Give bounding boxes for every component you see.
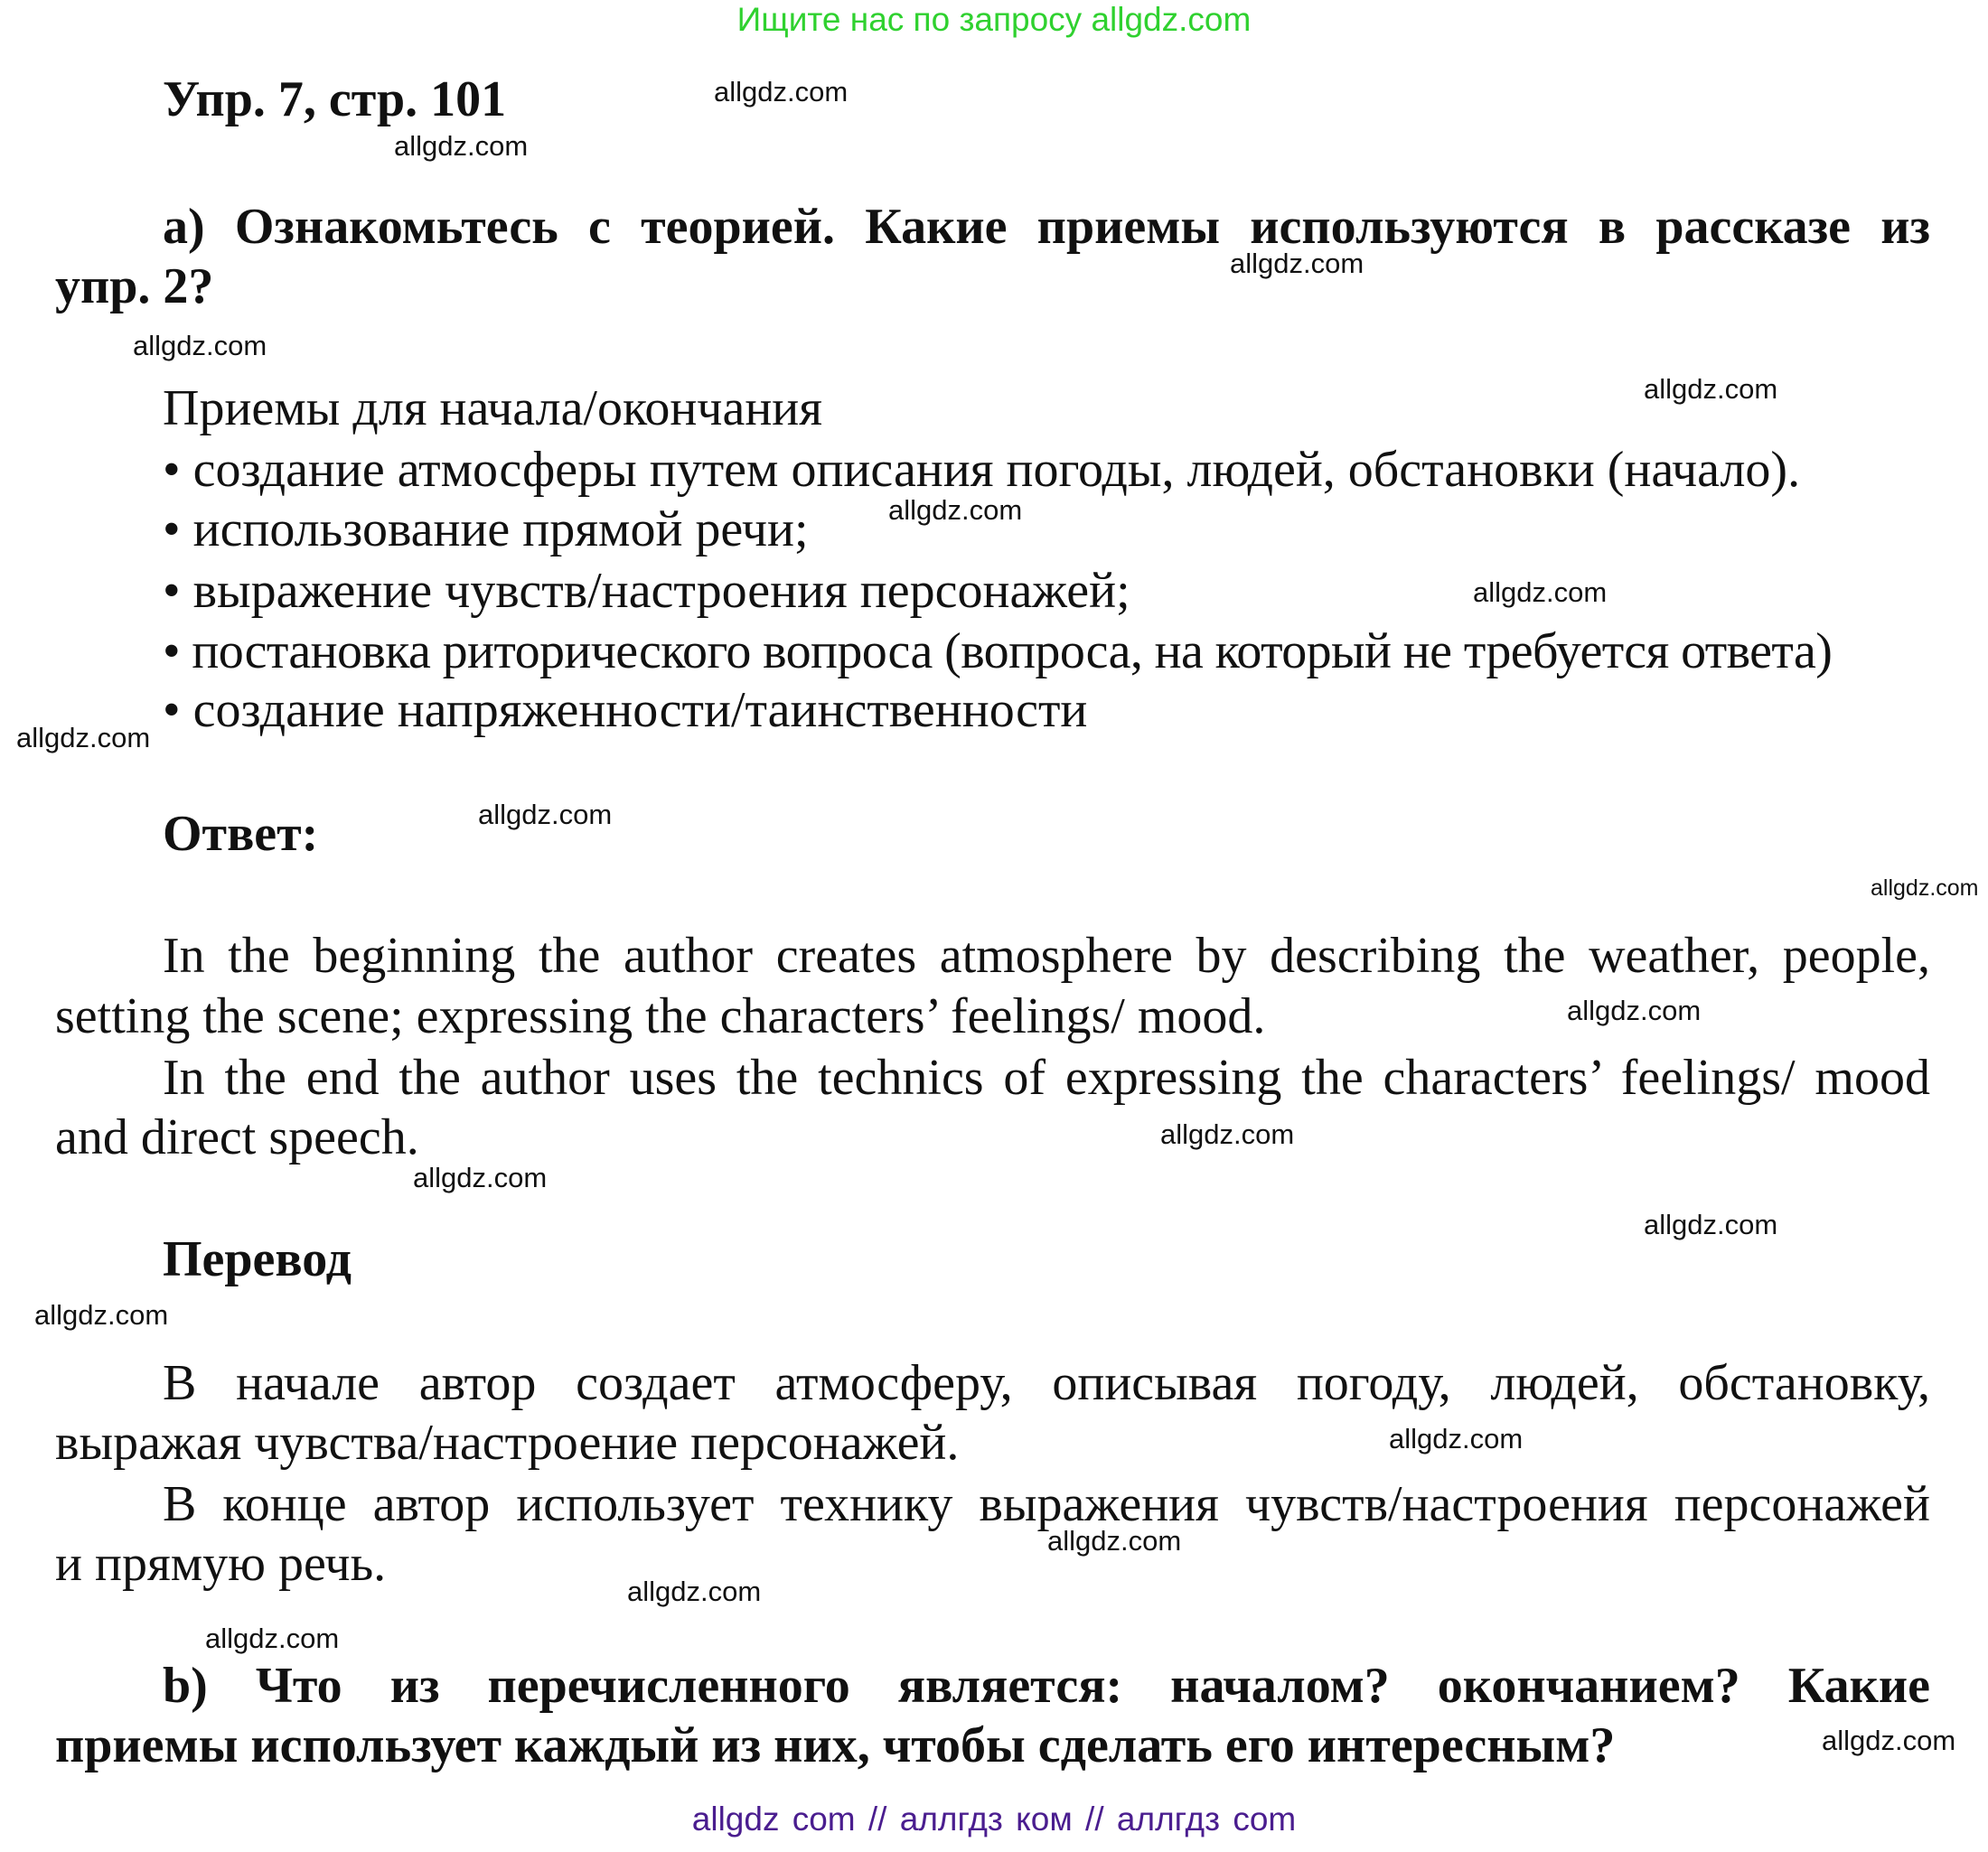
watermark: allgdz.com [205, 1623, 340, 1654]
theory-bullet: • создание напряженности/таинственности [163, 682, 1088, 738]
watermark: allgdz.com [1160, 1118, 1295, 1150]
watermark: allgdz.com [714, 76, 849, 108]
watermark: allgdz.com [1822, 1725, 1956, 1756]
watermark: allgdz.com [16, 722, 151, 753]
watermark: allgdz.com [394, 130, 529, 162]
task-a-line-1: а) Ознакомьтесь с теорией. Какие приемы используются в рассказе из [163, 199, 1930, 255]
task-b-line-1: b) Что из перечисленного является: началом? окончанием? Какие [163, 1658, 1930, 1714]
translation-line: и прямую речь. [55, 1536, 387, 1592]
translation-heading: Перевод [163, 1231, 352, 1287]
watermark: allgdz.com [888, 494, 1023, 526]
answer-heading: Ответ: [163, 806, 319, 862]
watermark: allgdz.com [413, 1162, 548, 1193]
answer-line: and direct speech. [55, 1109, 419, 1165]
translation-line: В начале автор создает атмосферу, описывая погоду, людей, обстановку, [163, 1355, 1930, 1411]
theory-bullet: • создание атмосферы путем описания погоды, людей, обстановки (начало). [163, 442, 1801, 498]
translation-line: В конце автор использует технику выражения чувств/настроения персонажей [163, 1476, 1930, 1532]
watermark: allgdz.com [627, 1576, 762, 1607]
answer-line: In the end the author uses the technics of expressing the characters’ feelings/ mood [163, 1050, 1930, 1106]
watermark: allgdz.com [133, 330, 267, 361]
theory-bullet: • постановка риторического вопроса (вопроса, на который не требуется ответа) [163, 623, 1833, 679]
watermark: allgdz.com [1389, 1423, 1524, 1454]
task-a-line-2: упр. 2? [55, 258, 214, 314]
translation-line: выражая чувства/настроение персонажей. [55, 1415, 960, 1471]
theory-bullet: • использование прямой речи; [163, 501, 809, 557]
watermark: allgdz.com [1567, 995, 1702, 1026]
answer-line: setting the scene; expressing the characters’ feelings/ mood. [55, 988, 1266, 1044]
watermark: allgdz.com [1871, 875, 1979, 901]
answer-line: In the beginning the author creates atmosphere by describing the weather, people, [163, 928, 1930, 984]
watermark: allgdz.com [478, 799, 613, 830]
footer-links[interactable]: allgdz com // аллгдз ком // аллгдз com [691, 1801, 1297, 1838]
watermark: allgdz.com [1230, 248, 1364, 279]
watermark: allgdz.com [1047, 1525, 1182, 1557]
theory-heading: Приемы для начала/окончания [163, 380, 823, 436]
task-b-line-2: приемы использует каждый из них, чтобы сделать его интересным? [55, 1717, 1616, 1773]
search-banner[interactable]: Ищите нас по запросу allgdz.com [736, 1, 1252, 38]
exercise-title: Упр. 7, стр. 101 [163, 71, 507, 127]
watermark: allgdz.com [1644, 373, 1778, 405]
watermark: allgdz.com [1644, 1209, 1778, 1240]
theory-bullet: • выражение чувств/настроения персонажей; [163, 563, 1130, 619]
watermark: allgdz.com [1473, 576, 1608, 608]
watermark: allgdz.com [34, 1299, 169, 1331]
